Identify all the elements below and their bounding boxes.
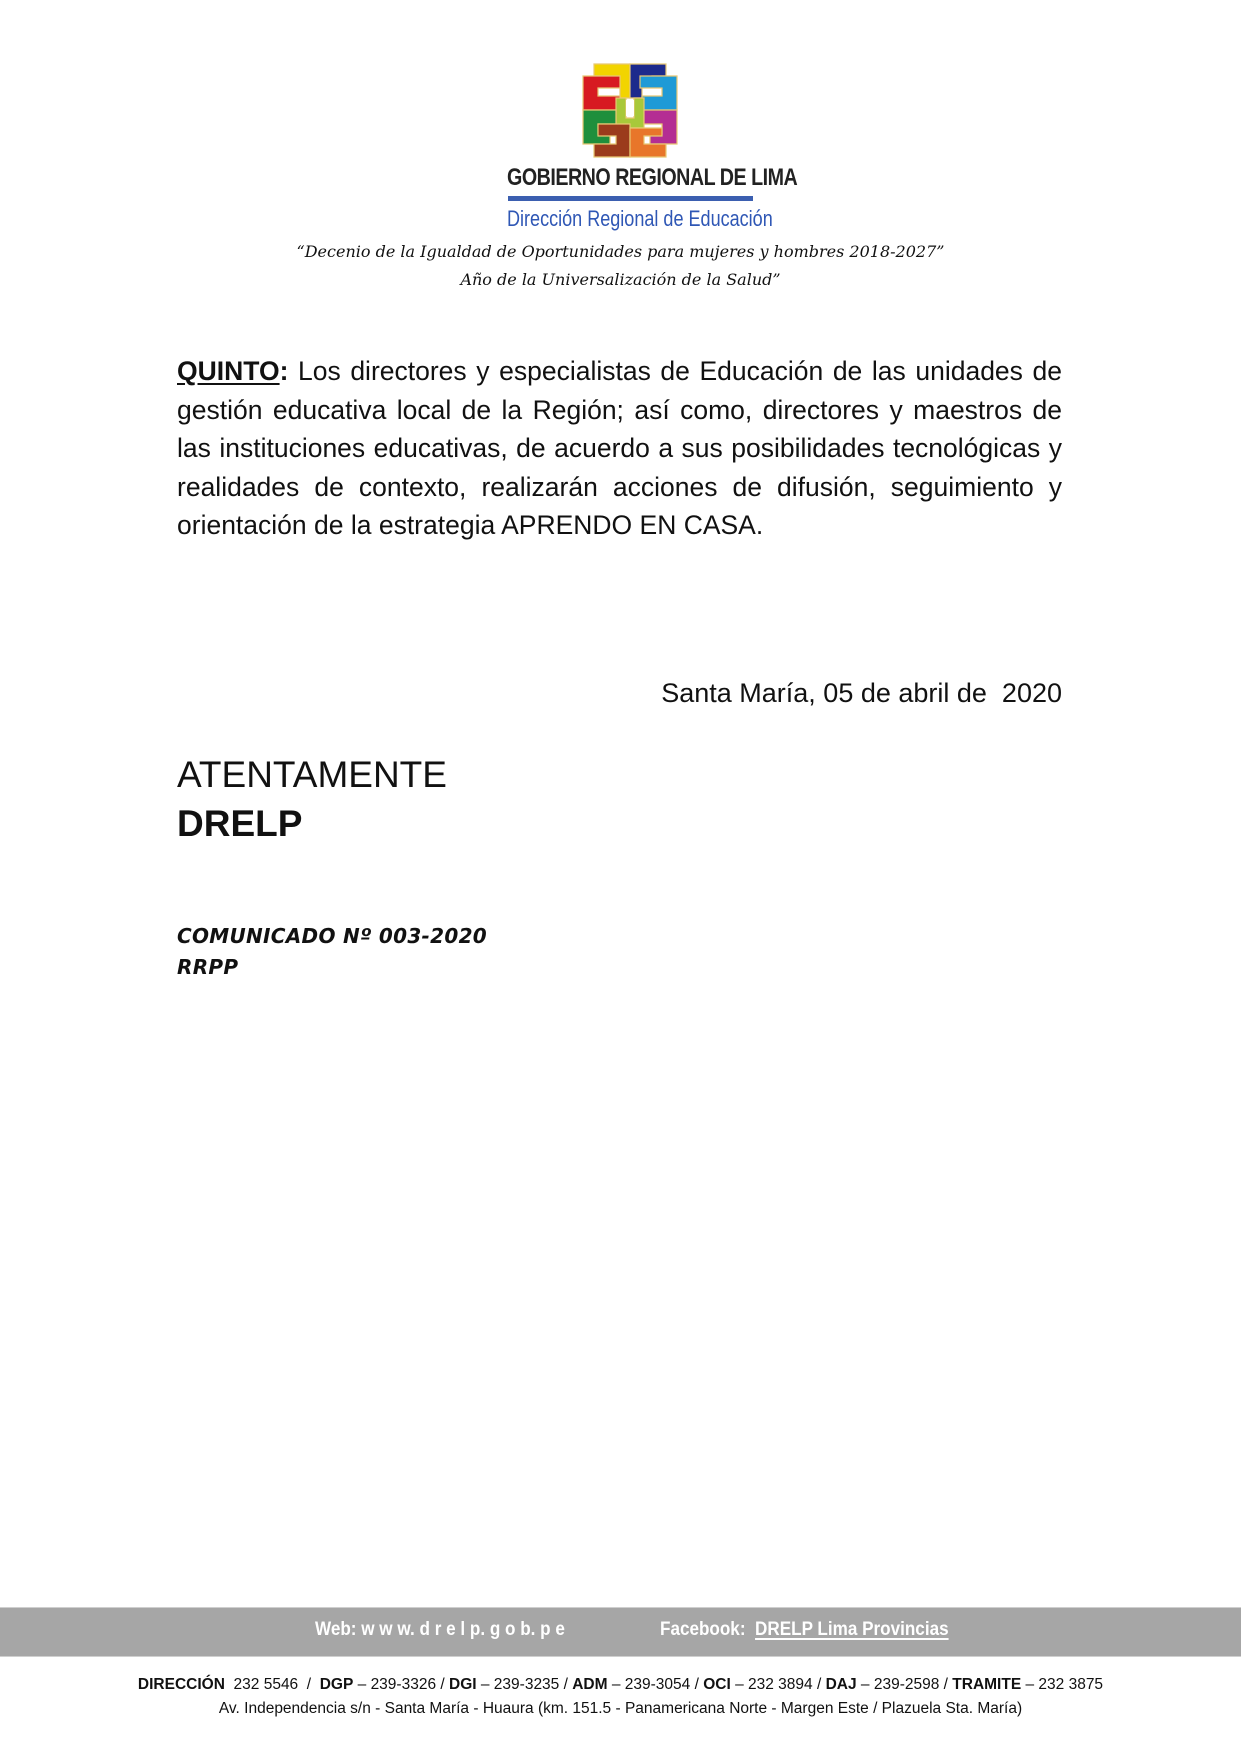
phone-number: 232 3894 (748, 1676, 813, 1693)
phone-label: TRAMITE (952, 1676, 1022, 1693)
document-department: RRPP (177, 955, 239, 979)
phone-sep (225, 1676, 234, 1693)
phone-label: OCI (703, 1676, 731, 1693)
phone-sep: – (476, 1676, 494, 1693)
web-link[interactable]: w w w. d r e l p. g o b. p e (361, 1619, 565, 1640)
phone-sep: – (607, 1676, 625, 1693)
phone-number: 239-3054 (624, 1676, 691, 1693)
phone-divider: / (690, 1676, 704, 1693)
gobierno-regional-logo-icon (580, 62, 680, 159)
paragraph-lead-colon: : (279, 356, 289, 386)
phone-divider: / (298, 1676, 320, 1693)
closing-salutation: ATENTAMENTE (177, 754, 447, 795)
phone-divider: / (939, 1676, 953, 1693)
signer: DRELP (177, 803, 303, 844)
phone-label: DAJ (825, 1676, 857, 1693)
paragraph-text: Los directores y especialistas de Educación de las unidades de gestión educativa local de la Región; así como, directores y maestros de las instituciones educativas, de acuerdo a sus posibilidades tecnológicas y realidades de contexto, realizarán acciones de difusión, seguimiento y orientación de la estrategia APRENDO EN CASA. (177, 356, 1062, 541)
phone-number: 232 5546 (233, 1676, 299, 1693)
footer-phone-directory (0, 1676, 1241, 1694)
phone-label: DGP (319, 1676, 354, 1693)
org-name-rule (508, 196, 753, 201)
phone-sep: – (353, 1676, 371, 1693)
facebook-label: Facebook: (660, 1619, 746, 1640)
phone-number: 239-3235 (493, 1676, 560, 1693)
phone-sep: – (856, 1676, 874, 1693)
footer-facebook (660, 1619, 949, 1641)
phone-divider: / (812, 1676, 826, 1693)
footer-address: Av. Independencia s/n - Santa María - Huaura (km. 151.5 - Panamericana Norte - Margen Este / Plazuela Sta. María) (218, 1700, 1023, 1717)
phone-divider: / (436, 1676, 449, 1693)
logo-magenta-piece (644, 110, 677, 144)
footer-web (315, 1619, 565, 1641)
phone-number: 232 3875 (1038, 1676, 1104, 1693)
phone-label: DGI (449, 1676, 477, 1693)
motto-decade: “Decenio de la Igualdad de Oportunidades para mujeres y hombres 2018-2027” (296, 242, 945, 261)
document-reference: COMUNICADO Nº 003-2020 (177, 924, 488, 948)
phone-divider: / (559, 1676, 573, 1693)
footer-bar (0, 1607, 1241, 1657)
org-name: GOBIERNO REGIONAL DE LIMA (507, 164, 798, 191)
date-line: Santa María, 05 de abril de 2020 (661, 678, 1062, 708)
phone-label: DIRECCIÓN (137, 1676, 225, 1693)
phone-number: 239-3326 (370, 1676, 437, 1693)
facebook-link[interactable]: DRELP Lima Provincias (755, 1619, 949, 1640)
web-label: Web: (315, 1619, 357, 1640)
phone-number: 239-2598 (873, 1676, 940, 1693)
logo-red-piece (583, 76, 620, 110)
phone-label: ADM (572, 1676, 608, 1693)
phone-sep: – (730, 1676, 749, 1693)
phone-sep: – (1021, 1676, 1039, 1693)
body-paragraph (177, 352, 1062, 545)
paragraph-lead: QUINTO (177, 356, 280, 386)
org-subtitle: Dirección Regional de Educación (507, 206, 773, 231)
motto-year: Año de la Universalización de la Salud” (460, 270, 781, 289)
logo-cyan-piece (640, 76, 677, 110)
